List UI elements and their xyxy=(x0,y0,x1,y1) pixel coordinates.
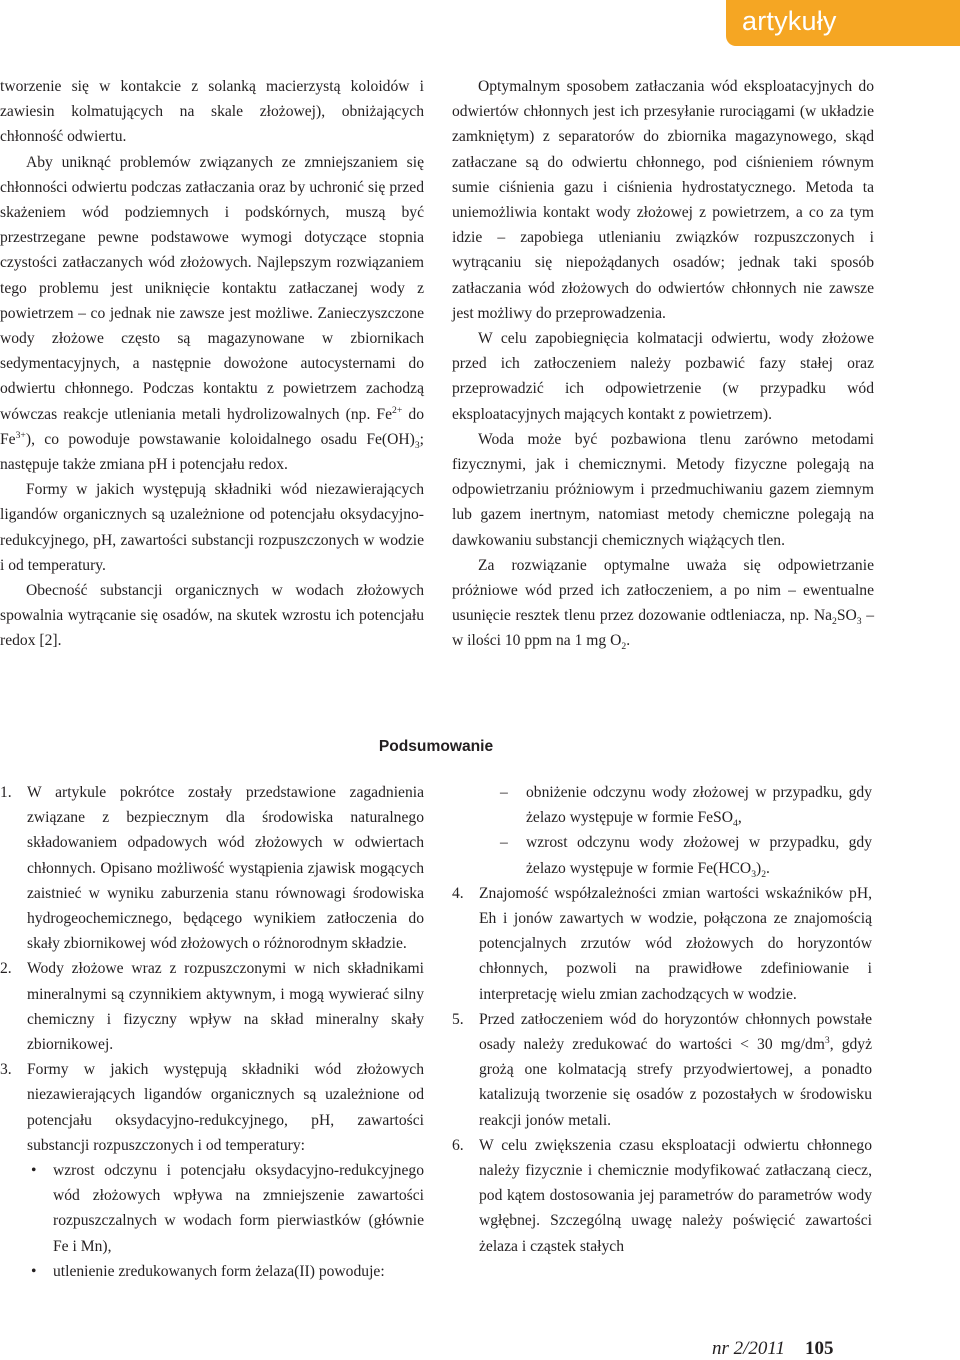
summary-heading: Podsumowanie xyxy=(378,738,494,755)
left-paragraph-2: Aby uniknąć problemów związanych ze zmniejszaniem się chłonności odwiertu podczas zatłaczania oraz by uchronić się przed skażeniem wód podziemnych i podskórnych, muszą być przestrzegane pewne podstawowe wymogi dotyczące stopnia czystości zatłaczanych wód złożowych. Najlepszym rozwiązaniem tego problemu jest uniknięcie kontaktu zatłaczanej wody z powietrzem – co jednak nie zawsze jest możliwe. Zanieczyszczone wody złożowe często są magazynowane w zbiornikach sedymentacyjnych, a następnie dowożone autocysternami do odwiertu chłonnego. Podczas kontaktu z powietrzem zachodzą wówczas reakcje utleniania metali hydrolizowalnych (np. $Fe^{2+}$ do $Fe^{3+}$), co powoduje powstawanie koloidalnego osadu $Fe(OH)_3$; następuje także zmiana pH i potencjału redox. xyxy=(0,153,424,474)
page-footer xyxy=(712,1338,834,1360)
issue-number: nr 2/2011 xyxy=(712,1338,786,1359)
right-column xyxy=(452,74,874,654)
summary-dash-2: – wzrost odczynu wody złożowej w przypadku, gdy żelazo występuje w formie $Fe(HCO_3)_2$. xyxy=(452,830,872,880)
dash-icon: – xyxy=(500,784,508,801)
summary-item-3: 3. Formy w jakich występują składniki wód złożowych niezawierających ligandów organicznych są uzależnione od potencjału oksydacyjno-redukcyjnego, pH, zawartości substancji rozpuszczonych i od temperatury: • wzrost odczynu i potencjału oksydacyjno-redukcyjnego wód złożowych wpływa na zmniejszenie zawartości rozpuszczalnych w wodach form pierwiastków (głównie Fe i Mn), • utlenienie zredukowanych form żelaza(II) powoduje: xyxy=(0,1057,424,1284)
left-paragraph-3: Formy w jakich występują składniki wód niezawierających ligandów organicznych są uzależnione od potencjału oksydacyjno-redukcyjnego, pH, zawartości substancji rozpuszczonych w wodzie i od temperatury. xyxy=(0,481,424,574)
summary-item-2: 2. Wody złożowe wraz z rozpuszczonymi w nich składnikami mineralnymi są czynnikiem aktywnym, i mogą wywierać silny chemiczny i fizyczny wpływ na skład mineralny skały zbiornikowej. xyxy=(0,960,424,1054)
dash-icon: – xyxy=(500,834,508,852)
left-column xyxy=(0,74,424,654)
summary-item-4: 4. Znajomość współzależności zmian wartości wskaźników pH, Eh i jonów zawartych w wodzie, połączona ze znajomością potencjalnych zrzutów wód złożowych do horyzontów chłonnych, pozwoli na prawidłowe zdefiniowanie i interpretację wielu zmian zachodzących w wodzie. xyxy=(452,884,872,1003)
bullet-icon: • xyxy=(31,1162,37,1180)
summary-item-1: 1. W artykule pokrótce zostały przedstawione zagadnienia związane z bezpiecznym dla środowiska naturalnego składowaniem odpadowych wód złożowych w odwiertach chłonnych. Opisano możliwość wystąpienia zjawisk mogących zaistnieć w wyniku zaburzenia stanu równowagi środowiska hydrogeochemicznego, będącego wynikiem zatłoczenia do skały zbiornikowej wód złożowych o różnorodnym składzie. xyxy=(0,784,424,953)
bullet-icon: • xyxy=(31,1262,37,1280)
left-paragraph-4: Obecność substancji organicznych w wodach złożowych spowalnia wytrącanie się osadów, na skutek wzrostu ich potencjału redox [2]. xyxy=(0,582,424,650)
right-paragraph-2: W celu zapobiegnięcia kolmatacji odwiertu, wody złożowe przed ich zatłoczeniem należy pozbawić fazy stałej oraz przeprowadzić ich odpowietrzenie (w przypadku wód eksploatacyjnych mających kontakt z powietrzem). xyxy=(452,330,874,423)
summary-item-5: 5. Przed zatłoczeniem wód do horyzontów chłonnych powstałe osady należy zredukować do wartości < 30 $mg/dm^3$, gdyż grożą one kolmatacją strefy przyodwiertowej, a ponadto katalizują tworzenie się osadów z pozostałych w środowisku reakcji jonów metali. xyxy=(452,1010,872,1129)
right-paragraph-3: Woda może być pozbawiona tlenu zarówno metodami fizycznymi, jak i chemicznymi. Metody fizyczne polegają na odpowietrzaniu próżniowym i przedmuchiwaniu gazem ziemnym lub gazem inertnym, natomiast metody chemiczne polegają na dawkowaniu substancji chemicznych wiążących tlen. xyxy=(452,430,874,549)
summary-dash-1: – obniżenie odczynu wody złożowej w przypadku, gdy żelazo występuje w formie FeSO$_4$, xyxy=(452,780,872,830)
summary-bullet-1: • wzrost odczynu i potencjału oksydacyjno-redukcyjnego wód złożowych wpływa na zmniejszenie zawartości rozpuszczalnych w wodach form pierwiastków (głównie Fe i Mn), xyxy=(27,1158,424,1259)
section-tab xyxy=(726,0,960,46)
page-number: 105 xyxy=(805,1338,834,1359)
summary-left-column xyxy=(0,780,424,1284)
summary-bullet-2: • utlenienie zredukowanych form żelaza(II) powoduje: xyxy=(27,1259,424,1284)
right-paragraph-4: Za rozwiązanie optymalne uważa się odpowietrzanie próżniowe wód przed ich zatłoczeniem, a po nim – ewentualne usunięcie resztek tlenu przez dozowanie odtleniacza, np. $Na_2SO_3$ – w ilości 10 ppm na 1 mg $O_2$. xyxy=(452,556,874,653)
left-paragraph-1: tworzenie się w kontakcie z solanką macierzystą koloidów i zawiesin kolmatujących na skale złożowej), obniżających chłonność odwiertu. xyxy=(0,78,424,146)
summary-item-6: 6. W celu zwiększenia czasu eksploatacji odwiertu chłonnego należy fizycznie i chemicznie modyfikować zatłaczaną ciecz, pod kątem dostosowania jej parametrów do parametrów wody wgłębnej. Szczególną uwagę należy poświęcić zawartości żelaza i cząstek stałych xyxy=(452,1136,872,1255)
summary-right-column xyxy=(452,780,872,1259)
section-label: artykuły xyxy=(742,6,837,36)
right-paragraph-1: Optymalnym sposobem zatłaczania wód eksploatacyjnych do odwiertów chłonnych jest ich przesyłanie rurociągami (w układzie zamkniętym) z separatorów do zbiornika magazynowego, skąd zatłaczane są do odwiertu chłonnego, pod ciśnieniem równym sumie ciśnienia gazu i ciśnienia hydrostatycznego. Metoda ta uniemożliwia kontakt wody złożowej z powietrzem, a co za tym idzie – zapobiega utlenianiu związków rozpuszczonych i wytrącaniu się niepożądanych osadów; jednak taki sposób zatłaczania wód złożowych do odwiertów chłonnych nie zawsze jest możliwy do przeprowadzenia. xyxy=(452,78,874,322)
